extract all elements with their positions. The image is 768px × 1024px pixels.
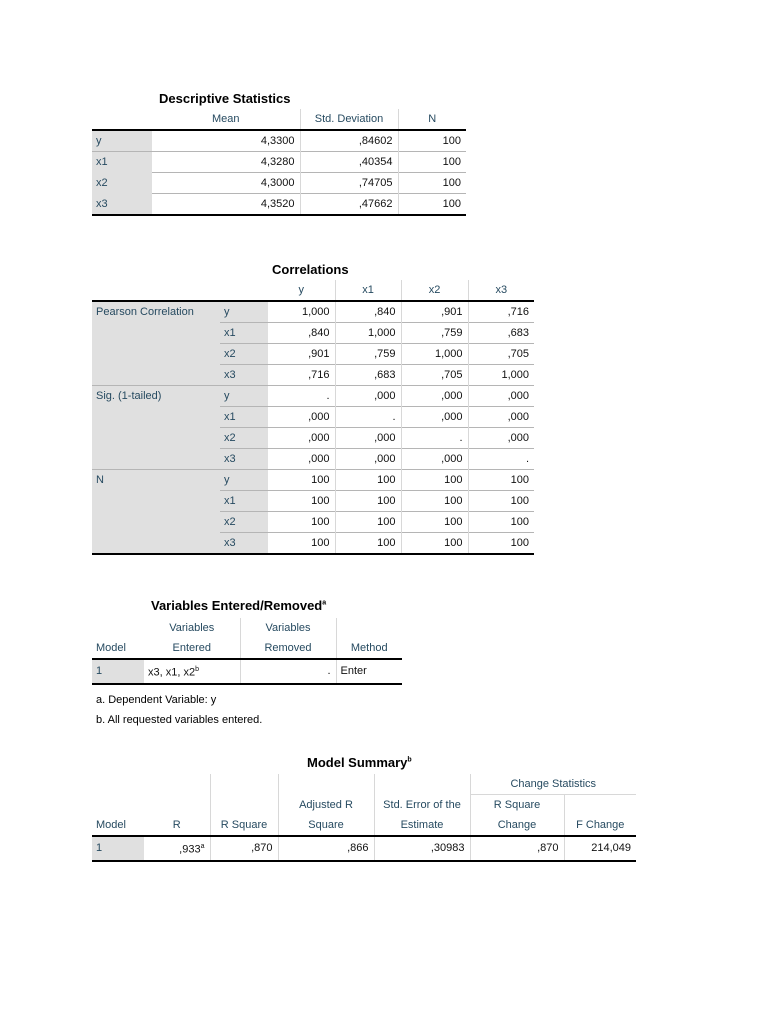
corr-cell: ,840 [335, 301, 401, 323]
variables-entered-table: Variables Variables Model Entered Removed Method 1 x3, x1, x2$^b$ . Enter [92, 618, 402, 685]
corr-cell: ,000 [335, 428, 401, 449]
col-header-n: N [428, 113, 437, 125]
col-header-mean: Mean [152, 109, 300, 130]
corr-row-var: y [220, 301, 268, 323]
corr-cell: ,759 [335, 344, 401, 365]
corr-cell: ,000 [401, 386, 468, 407]
corr-group-label: N [92, 470, 220, 555]
corr-cell: 100 [401, 512, 468, 533]
corr-cell: 100 [401, 533, 468, 555]
corr-row-var: y [220, 470, 268, 491]
corr-row-var: x2 [220, 512, 268, 533]
corr-cell: 100 [268, 512, 335, 533]
corr-cell: ,683 [335, 365, 401, 386]
corr-col-header: x2 [401, 280, 468, 301]
corr-cell: ,705 [468, 344, 534, 365]
corr-col-header: x1 [335, 280, 401, 301]
corr-cell: 100 [268, 533, 335, 555]
descriptive-stats-title: Descriptive Statistics [159, 91, 291, 106]
corr-cell: 100 [335, 533, 401, 555]
corr-cell: ,000 [468, 407, 534, 428]
table-row: x2 4,3000 ,74705 100 [92, 173, 466, 194]
corr-cell: ,901 [401, 301, 468, 323]
corr-cell: 100 [468, 470, 534, 491]
corr-row-var: y [220, 386, 268, 407]
corr-cell: ,840 [268, 323, 335, 344]
descriptive-stats-table [92, 109, 466, 216]
corr-cell: 100 [268, 470, 335, 491]
corr-row-var: x3 [220, 533, 268, 555]
corr-cell: ,000 [268, 428, 335, 449]
corr-cell: . [468, 449, 534, 470]
model-summary-title: Model Summary$^b$ [307, 755, 412, 770]
corr-cell: ,683 [468, 323, 534, 344]
table-row: x1 4,3280 ,40354 100 [92, 152, 466, 173]
corr-row-var: x3 [220, 449, 268, 470]
corr-cell: ,000 [335, 386, 401, 407]
corr-cell: ,705 [401, 365, 468, 386]
variables-entered-title: Variables Entered/Removed$^a$ [151, 598, 327, 613]
correlations-title: Correlations [272, 262, 349, 277]
corr-row-var: x1 [220, 491, 268, 512]
corr-cell: 100 [468, 491, 534, 512]
corr-row-var: x1 [220, 407, 268, 428]
corr-cell: ,000 [268, 407, 335, 428]
table-row [92, 386, 534, 407]
corr-cell: ,000 [268, 449, 335, 470]
corr-cell: ,000 [468, 428, 534, 449]
corr-cell: 100 [335, 491, 401, 512]
correlations-table [92, 280, 534, 555]
corr-cell: 1,000 [268, 301, 335, 323]
model-summary-table: Change Statistics Adjusted R Std. Error of the R Square Model R R Square Square Estimate Change F Change 1 ,933$^a$ ,870 ,866 ,30983 ,870 214,049 [92, 774, 636, 862]
corr-cell: ,000 [468, 386, 534, 407]
table-row: y 4,3300 ,84602 100 [92, 130, 466, 152]
corr-cell: 100 [335, 470, 401, 491]
corr-cell: 100 [468, 533, 534, 555]
corr-cell: ,000 [401, 449, 468, 470]
corr-cell: 100 [335, 512, 401, 533]
corr-cell: 100 [268, 491, 335, 512]
table-row [92, 470, 534, 491]
corr-cell: 100 [401, 491, 468, 512]
corr-row-var: x2 [220, 344, 268, 365]
corr-row-var: x3 [220, 365, 268, 386]
corr-cell: ,000 [335, 449, 401, 470]
corr-col-header: x3 [495, 284, 508, 296]
corr-cell: 1,000 [401, 344, 468, 365]
corr-row-var: x2 [220, 428, 268, 449]
corr-cell: ,000 [401, 407, 468, 428]
corr-col-header: y [268, 280, 335, 301]
corr-cell: . [401, 428, 468, 449]
corr-cell: 100 [401, 470, 468, 491]
table-row: 1 ,933$^a$ ,870 ,866 ,30983 ,870 214,049 [92, 836, 636, 861]
corr-cell: 1,000 [468, 365, 534, 386]
table-row: x3 4,3520 ,47662 100 [92, 194, 466, 216]
footnote-dependent-variable: a. Dependent Variable: y [96, 694, 217, 706]
corr-cell: ,901 [268, 344, 335, 365]
col-header-std-deviation: Std. Deviation [300, 109, 398, 130]
footnote-variables-entered: b. All requested variables entered. [96, 714, 263, 726]
corr-cell: . [335, 407, 401, 428]
corr-group-label: Pearson Correlation [92, 301, 220, 386]
corr-cell: . [268, 386, 335, 407]
corr-cell: 100 [468, 512, 534, 533]
corr-cell: 1,000 [335, 323, 401, 344]
table-row: 1 x3, x1, x2$^b$ . Enter [92, 659, 402, 684]
corr-group-label: Sig. (1-tailed) [92, 386, 220, 470]
table-row [92, 301, 534, 323]
corr-cell: ,759 [401, 323, 468, 344]
corr-row-var: x1 [220, 323, 268, 344]
corr-cell: ,716 [268, 365, 335, 386]
corr-cell: ,716 [507, 306, 529, 318]
change-statistics-header: Change Statistics [470, 774, 636, 795]
